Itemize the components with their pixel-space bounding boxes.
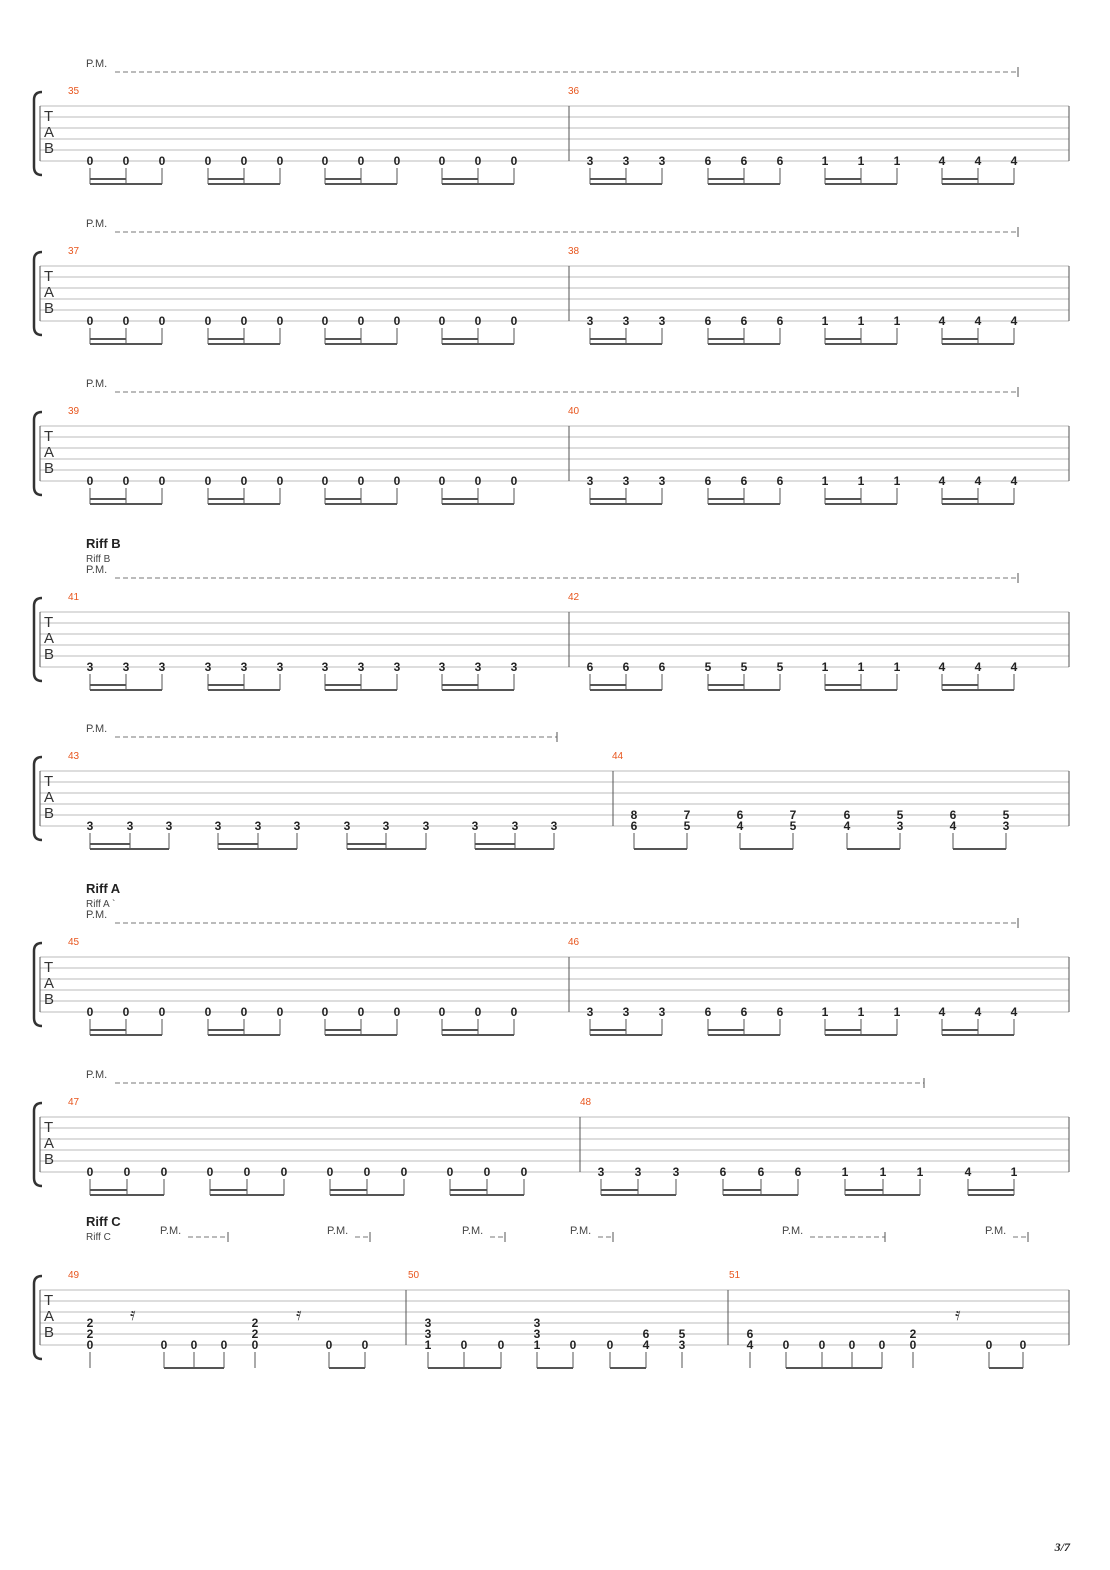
system <box>34 1069 1069 1195</box>
fret-number: 3 <box>393 660 401 674</box>
fret-number: 0 <box>206 1165 214 1179</box>
fret-number: 0 <box>483 1165 491 1179</box>
palm-mute-label: P.M. <box>86 909 108 921</box>
fret-number: 0 <box>276 474 284 488</box>
fret-number: 3 <box>622 1005 630 1019</box>
fret-number: 0 <box>400 1165 408 1179</box>
fret-number: 6 <box>776 1005 784 1019</box>
fret-number: 3 <box>586 154 594 168</box>
fret-number: 3 <box>1002 819 1010 833</box>
section-title: Riff C <box>86 1214 121 1229</box>
fret-number: 1 <box>424 1338 432 1352</box>
fret-number: 3 <box>533 1316 541 1330</box>
fret-number: 0 <box>220 1338 228 1352</box>
palm-mute-label: P.M. <box>86 1069 108 1081</box>
tab-clef-letter: B <box>44 140 55 157</box>
measure-number: 45 <box>68 937 80 948</box>
fret-number: 0 <box>86 314 94 328</box>
fret-number: 0 <box>158 474 166 488</box>
tab-clef-letter: A <box>44 630 55 647</box>
fret-number: 3 <box>240 660 248 674</box>
fret-number: 0 <box>122 474 130 488</box>
fret-number: 0 <box>86 474 94 488</box>
fret-number: 0 <box>123 1165 131 1179</box>
measure-number: 43 <box>68 751 80 762</box>
fret-number: 3 <box>214 819 222 833</box>
fret-number: 0 <box>321 474 329 488</box>
fret-number: 5 <box>896 808 904 822</box>
fret-number: 0 <box>240 474 248 488</box>
fret-number: 0 <box>321 314 329 328</box>
palm-mute-label: P.M. <box>782 1225 804 1237</box>
tab-clef-letter: B <box>44 1151 55 1168</box>
fret-number: 6 <box>740 154 748 168</box>
fret-number: 0 <box>357 1005 365 1019</box>
fret-number: 3 <box>86 660 94 674</box>
fret-number: 0 <box>357 314 365 328</box>
tab-clef-letter: T <box>44 108 54 125</box>
fret-number: 0 <box>122 314 130 328</box>
fret-number: 1 <box>821 660 829 674</box>
fret-number: 0 <box>243 1165 251 1179</box>
rest-symbol: 𝄿 <box>130 1304 136 1324</box>
tab-clef-letter: T <box>44 1292 54 1309</box>
fret-number: 1 <box>893 154 901 168</box>
fret-number: 4 <box>746 1338 754 1352</box>
fret-number: 0 <box>510 314 518 328</box>
fret-number: 0 <box>474 474 482 488</box>
fret-number: 2 <box>909 1327 917 1341</box>
tab-clef-letter: A <box>44 789 55 806</box>
measure-number: 44 <box>612 751 624 762</box>
tab-clef-letter: T <box>44 1119 54 1136</box>
tab-clef-letter: A <box>44 284 55 301</box>
tab-clef-letter: T <box>44 428 54 445</box>
fret-number: 0 <box>204 1005 212 1019</box>
fret-number: 0 <box>510 474 518 488</box>
fret-number: 6 <box>586 660 594 674</box>
tab-clef-letter: A <box>44 1135 55 1152</box>
fret-number: 3 <box>622 314 630 328</box>
fret-number: 3 <box>586 474 594 488</box>
fret-number: 0 <box>86 1005 94 1019</box>
fret-number: 0 <box>510 154 518 168</box>
fret-number: 6 <box>704 1005 712 1019</box>
palm-mute-label: P.M. <box>985 1225 1007 1237</box>
fret-number: 6 <box>719 1165 727 1179</box>
system-brace <box>34 943 42 1026</box>
section-subtitle: Riff C <box>86 1232 111 1243</box>
fret-number: 3 <box>424 1316 432 1330</box>
measure-number: 41 <box>68 592 80 603</box>
tab-clef-letter: T <box>44 773 54 790</box>
fret-number: 6 <box>843 808 851 822</box>
fret-number: 5 <box>704 660 712 674</box>
fret-number: 0 <box>474 154 482 168</box>
fret-number: 2 <box>251 1316 259 1330</box>
measure-number: 49 <box>68 1270 80 1281</box>
fret-number: 3 <box>126 819 134 833</box>
fret-number: 3 <box>896 819 904 833</box>
tab-clef-letter: B <box>44 1324 55 1341</box>
fret-number: 2 <box>86 1316 94 1330</box>
fret-number: 1 <box>893 660 901 674</box>
fret-number: 1 <box>821 314 829 328</box>
fret-number: 3 <box>357 660 365 674</box>
fret-number: 0 <box>240 314 248 328</box>
fret-number: 3 <box>533 1327 541 1341</box>
fret-number: 1 <box>841 1165 849 1179</box>
fret-number: 0 <box>276 154 284 168</box>
fret-number: 1 <box>533 1338 541 1352</box>
fret-number: 0 <box>86 154 94 168</box>
fret-number: 0 <box>361 1338 369 1352</box>
fret-number: 3 <box>622 154 630 168</box>
fret-number: 6 <box>746 1327 754 1341</box>
fret-number: 4 <box>1010 1005 1018 1019</box>
fret-number: 6 <box>740 474 748 488</box>
fret-number: 3 <box>276 660 284 674</box>
fret-number: 3 <box>204 660 212 674</box>
fret-number: 6 <box>776 314 784 328</box>
fret-number: 0 <box>363 1165 371 1179</box>
fret-number: 0 <box>276 314 284 328</box>
system <box>34 723 1069 849</box>
fret-number: 1 <box>821 474 829 488</box>
fret-number: 0 <box>240 1005 248 1019</box>
fret-number: 3 <box>658 314 666 328</box>
system <box>34 378 1069 504</box>
fret-number: 4 <box>938 154 946 168</box>
system-brace <box>34 598 42 681</box>
fret-number: 0 <box>878 1338 886 1352</box>
section-subtitle: Riff B <box>86 554 111 565</box>
fret-number: 0 <box>474 314 482 328</box>
tab-clef-letter: T <box>44 959 54 976</box>
fret-number: 0 <box>393 1005 401 1019</box>
fret-number: 1 <box>916 1165 924 1179</box>
fret-number: 2 <box>251 1327 259 1341</box>
fret-number: 0 <box>985 1338 993 1352</box>
fret-number: 0 <box>510 1005 518 1019</box>
fret-number: 3 <box>658 1005 666 1019</box>
palm-mute-label: P.M. <box>86 564 108 576</box>
fret-number: 6 <box>740 1005 748 1019</box>
fret-number: 5 <box>683 819 691 833</box>
measure-number: 42 <box>568 592 580 603</box>
tab-clef-letter: B <box>44 805 55 822</box>
fret-number: 3 <box>597 1165 605 1179</box>
fret-number: 3 <box>511 819 519 833</box>
fret-number: 0 <box>158 314 166 328</box>
fret-number: 4 <box>1010 154 1018 168</box>
fret-number: 0 <box>251 1338 259 1352</box>
measure-number: 40 <box>568 406 580 417</box>
fret-number: 4 <box>974 1005 982 1019</box>
fret-number: 0 <box>393 474 401 488</box>
tab-clef-letter: B <box>44 646 55 663</box>
measure-number: 37 <box>68 246 80 257</box>
fret-number: 0 <box>393 314 401 328</box>
fret-number: 1 <box>857 474 865 488</box>
system-brace <box>34 1276 42 1359</box>
fret-number: 3 <box>586 314 594 328</box>
system <box>34 881 1069 1035</box>
section-title: Riff A <box>86 881 121 896</box>
fret-number: 0 <box>240 154 248 168</box>
fret-number: 3 <box>622 474 630 488</box>
measure-number: 46 <box>568 937 580 948</box>
fret-number: 2 <box>86 1327 94 1341</box>
fret-number: 4 <box>1010 314 1018 328</box>
fret-number: 0 <box>474 1005 482 1019</box>
fret-number: 0 <box>204 474 212 488</box>
fret-number: 4 <box>843 819 851 833</box>
fret-number: 4 <box>1010 474 1018 488</box>
fret-number: 3 <box>254 819 262 833</box>
fret-number: 6 <box>704 314 712 328</box>
fret-number: 5 <box>776 660 784 674</box>
fret-number: 3 <box>382 819 390 833</box>
tab-clef-letter: B <box>44 460 55 477</box>
rest-symbol: 𝄿 <box>296 1304 302 1324</box>
system <box>34 1214 1069 1368</box>
fret-number: 5 <box>678 1327 686 1341</box>
tab-clef-letter: A <box>44 1308 55 1325</box>
tab-clef-letter: A <box>44 444 55 461</box>
fret-number: 4 <box>642 1338 650 1352</box>
system-brace <box>34 252 42 335</box>
tab-clef-letter: A <box>44 124 55 141</box>
fret-number: 3 <box>474 660 482 674</box>
fret-number: 1 <box>857 660 865 674</box>
fret-number: 6 <box>776 474 784 488</box>
fret-number: 4 <box>949 819 957 833</box>
fret-number: 6 <box>740 314 748 328</box>
fret-number: 0 <box>86 1338 94 1352</box>
fret-number: 3 <box>658 474 666 488</box>
palm-mute-label: P.M. <box>86 378 108 390</box>
fret-number: 4 <box>974 660 982 674</box>
fret-number: 0 <box>460 1338 468 1352</box>
section-title: Riff B <box>86 536 121 551</box>
fret-number: 0 <box>86 1165 94 1179</box>
fret-number: 1 <box>821 154 829 168</box>
fret-number: 3 <box>658 154 666 168</box>
fret-number: 0 <box>190 1338 198 1352</box>
fret-number: 3 <box>634 1165 642 1179</box>
fret-number: 1 <box>893 474 901 488</box>
page-number: 3/7 <box>1054 1540 1070 1554</box>
fret-number: 6 <box>642 1327 650 1341</box>
fret-number: 4 <box>938 1005 946 1019</box>
fret-number: 3 <box>422 819 430 833</box>
fret-number: 6 <box>630 819 638 833</box>
fret-number: 8 <box>630 808 638 822</box>
fret-number: 0 <box>393 154 401 168</box>
fret-number: 1 <box>857 314 865 328</box>
fret-number: 1 <box>893 1005 901 1019</box>
fret-number: 0 <box>160 1338 168 1352</box>
fret-number: 1 <box>893 314 901 328</box>
measure-number: 35 <box>68 86 80 97</box>
fret-number: 0 <box>325 1338 333 1352</box>
fret-number: 0 <box>122 154 130 168</box>
fret-number: 6 <box>622 660 630 674</box>
fret-number: 4 <box>938 314 946 328</box>
fret-number: 0 <box>438 1005 446 1019</box>
fret-number: 0 <box>276 1005 284 1019</box>
fret-number: 7 <box>789 808 797 822</box>
fret-number: 4 <box>964 1165 972 1179</box>
tab-clef-letter: B <box>44 300 55 317</box>
fret-number: 6 <box>949 808 957 822</box>
tab-clef-letter: B <box>44 991 55 1008</box>
fret-number: 0 <box>321 154 329 168</box>
fret-number: 4 <box>974 474 982 488</box>
fret-number: 0 <box>326 1165 334 1179</box>
fret-number: 3 <box>678 1338 686 1352</box>
palm-mute-label: P.M. <box>462 1225 484 1237</box>
fret-number: 5 <box>740 660 748 674</box>
measure-number: 48 <box>580 1097 592 1108</box>
tab-clef-letter: T <box>44 614 54 631</box>
fret-number: 0 <box>569 1338 577 1352</box>
palm-mute-label: P.M. <box>160 1225 182 1237</box>
measure-number: 50 <box>408 1270 420 1281</box>
measure-number: 47 <box>68 1097 80 1108</box>
palm-mute-label: P.M. <box>86 723 108 735</box>
system <box>34 218 1069 344</box>
palm-mute-label: P.M. <box>86 218 108 230</box>
palm-mute-label: P.M. <box>327 1225 349 1237</box>
fret-number: 0 <box>497 1338 505 1352</box>
fret-number: 3 <box>86 819 94 833</box>
fret-number: 0 <box>520 1165 528 1179</box>
fret-number: 3 <box>438 660 446 674</box>
fret-number: 3 <box>321 660 329 674</box>
fret-number: 0 <box>204 154 212 168</box>
tab-clef-letter: T <box>44 268 54 285</box>
fret-number: 0 <box>158 1005 166 1019</box>
fret-number: 0 <box>160 1165 168 1179</box>
system-brace <box>34 412 42 495</box>
fret-number: 3 <box>122 660 130 674</box>
section-subtitle: Riff A ` <box>86 899 116 910</box>
fret-number: 4 <box>974 314 982 328</box>
fret-number: 0 <box>280 1165 288 1179</box>
fret-number: 1 <box>1010 1165 1018 1179</box>
fret-number: 0 <box>606 1338 614 1352</box>
fret-number: 0 <box>321 1005 329 1019</box>
fret-number: 0 <box>122 1005 130 1019</box>
fret-number: 6 <box>757 1165 765 1179</box>
fret-number: 5 <box>789 819 797 833</box>
fret-number: 0 <box>204 314 212 328</box>
system-brace <box>34 1103 42 1186</box>
fret-number: 3 <box>165 819 173 833</box>
fret-number: 3 <box>510 660 518 674</box>
fret-number: 7 <box>683 808 691 822</box>
measure-number: 36 <box>568 86 580 97</box>
fret-number: 0 <box>438 314 446 328</box>
fret-number: 0 <box>438 474 446 488</box>
system-brace <box>34 757 42 840</box>
fret-number: 4 <box>736 819 744 833</box>
measure-number: 39 <box>68 406 80 417</box>
fret-number: 3 <box>471 819 479 833</box>
fret-number: 5 <box>1002 808 1010 822</box>
fret-number: 3 <box>424 1327 432 1341</box>
system <box>34 536 1069 690</box>
fret-number: 3 <box>158 660 166 674</box>
fret-number: 6 <box>704 474 712 488</box>
fret-number: 4 <box>974 154 982 168</box>
fret-number: 4 <box>938 660 946 674</box>
fret-number: 6 <box>658 660 666 674</box>
fret-number: 0 <box>818 1338 826 1352</box>
measure-number: 38 <box>568 246 580 257</box>
fret-number: 3 <box>550 819 558 833</box>
fret-number: 6 <box>736 808 744 822</box>
fret-number: 0 <box>1019 1338 1027 1352</box>
fret-number: 4 <box>1010 660 1018 674</box>
fret-number: 6 <box>776 154 784 168</box>
measure-number: 51 <box>729 1270 741 1281</box>
palm-mute-label: P.M. <box>570 1225 592 1237</box>
fret-number: 1 <box>857 154 865 168</box>
fret-number: 1 <box>879 1165 887 1179</box>
fret-number: 0 <box>909 1338 917 1352</box>
fret-number: 1 <box>821 1005 829 1019</box>
fret-number: 1 <box>857 1005 865 1019</box>
fret-number: 0 <box>357 474 365 488</box>
system-brace <box>34 92 42 175</box>
palm-mute-label: P.M. <box>86 58 108 70</box>
fret-number: 0 <box>446 1165 454 1179</box>
fret-number: 0 <box>848 1338 856 1352</box>
fret-number: 3 <box>672 1165 680 1179</box>
fret-number: 3 <box>343 819 351 833</box>
tab-clef-letter: A <box>44 975 55 992</box>
fret-number: 6 <box>704 154 712 168</box>
fret-number: 6 <box>794 1165 802 1179</box>
system <box>34 58 1069 184</box>
fret-number: 0 <box>438 154 446 168</box>
fret-number: 3 <box>586 1005 594 1019</box>
fret-number: 0 <box>158 154 166 168</box>
fret-number: 0 <box>782 1338 790 1352</box>
fret-number: 0 <box>357 154 365 168</box>
fret-number: 4 <box>938 474 946 488</box>
rest-symbol: 𝄿 <box>955 1304 961 1324</box>
fret-number: 3 <box>293 819 301 833</box>
